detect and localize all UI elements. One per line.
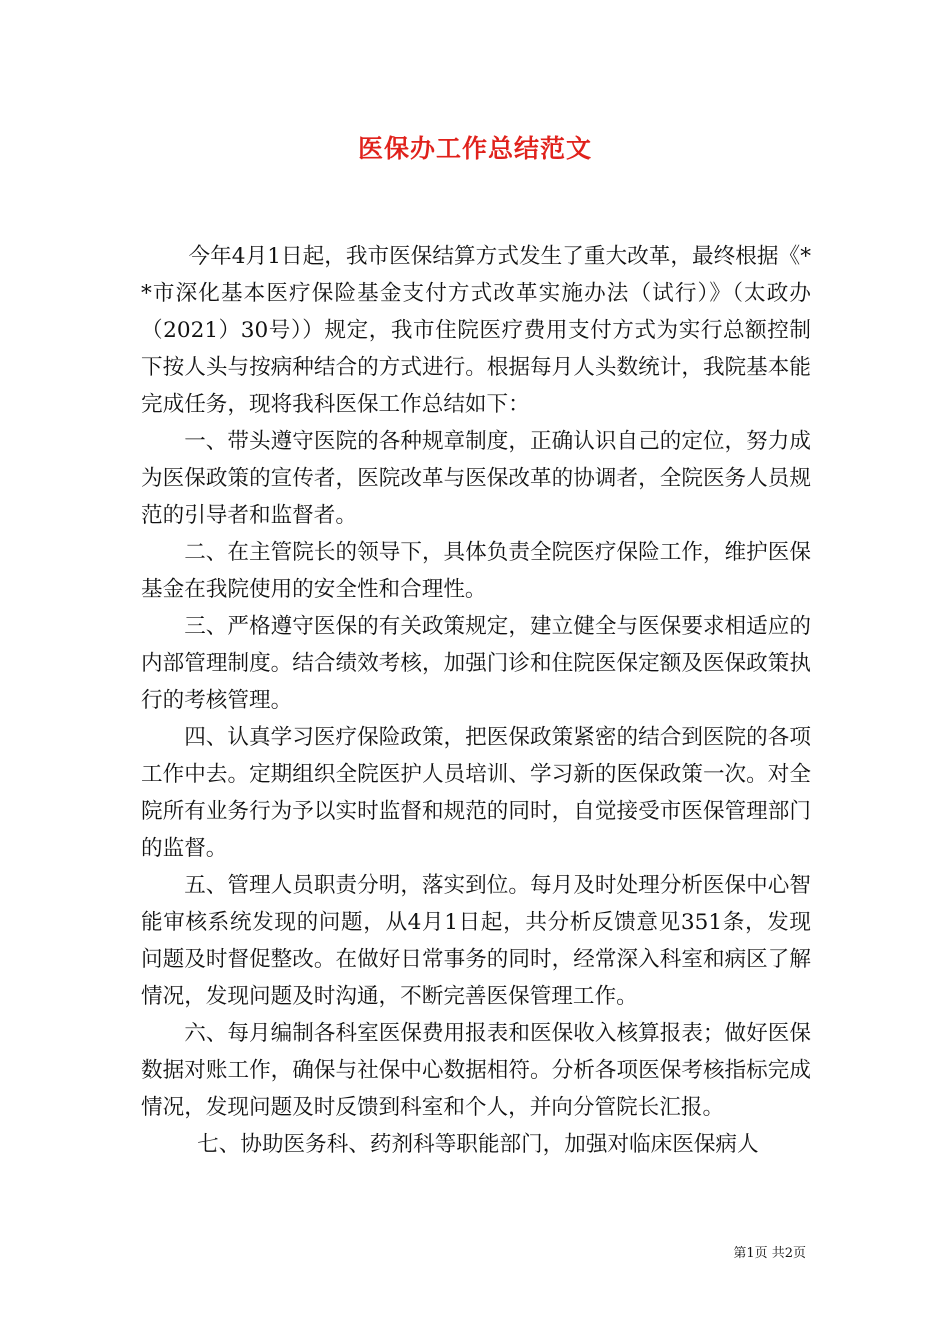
page-number: 第1页 共2页 <box>733 1246 806 1261</box>
paragraph-4: 四、认真学习医疗保险政策，把医保政策紧密的结合到医院的各项工作中去。定期组织全院医护人员培训、学习新的医保政策一次。对全院所有业务行为予以实时监督和规范的同时，自觉接受市医保管理部门的监督。 <box>141 725 811 861</box>
paragraph-1: 一、带头遵守医院的各种规章制度，正确认识自己的定位，努力成为医保政策的宣传者，医院改革与医保改革的协调者，全院医务人员规范的引导者和监督者。 <box>141 429 811 528</box>
paragraph-3: 三、严格遵守医保的有关政策规定，建立健全与医保要求相适应的内部管理制度。结合绩效考核，加强门诊和住院医保定额及医保政策执行的考核管理。 <box>141 614 811 713</box>
paragraph-7: 七、协助医务科、药剂科等职能部门，加强对临床医保病人 <box>197 1132 759 1157</box>
page-title: 医保办工作总结范文 <box>357 134 592 163</box>
paragraph-5: 五、管理人员职责分明，落实到位。每月及时处理分析医保中心智能审核系统发现的问题，从4月1日起，共分析反馈意见351条，发现问题及时督促整改。在做好日常事务的同时，经常深入科室和病区了解情况，发现问题及时沟通，不断完善医保管理工作。 <box>141 873 811 1009</box>
paragraph-intro: 今年4月1日起，我市医保结算方式发生了重大改革，最终根据《**市深化基本医疗保险基金支付方式改革实施办法（试行）》（太政办（2021）30号））规定，我市住院医疗费用支付方式为实行总额控制下按人头与按病种结合的方式进行。根据每月人头数统计，我院基本能完成任务，现将我科医保工作总结如下： <box>141 244 811 417</box>
document-body <box>141 238 811 1163</box>
paragraph-2: 二、在主管院长的领导下，具体负责全院医疗保险工作，维护医保基金在我院使用的安全性和合理性。 <box>141 540 811 602</box>
paragraph-6: 六、每月编制各科室医保费用报表和医保收入核算报表；做好医保数据对账工作，确保与社保中心数据相符。分析各项医保考核指标完成情况，发现问题及时反馈到科室和个人，并向分管院长汇报。 <box>141 1021 811 1120</box>
